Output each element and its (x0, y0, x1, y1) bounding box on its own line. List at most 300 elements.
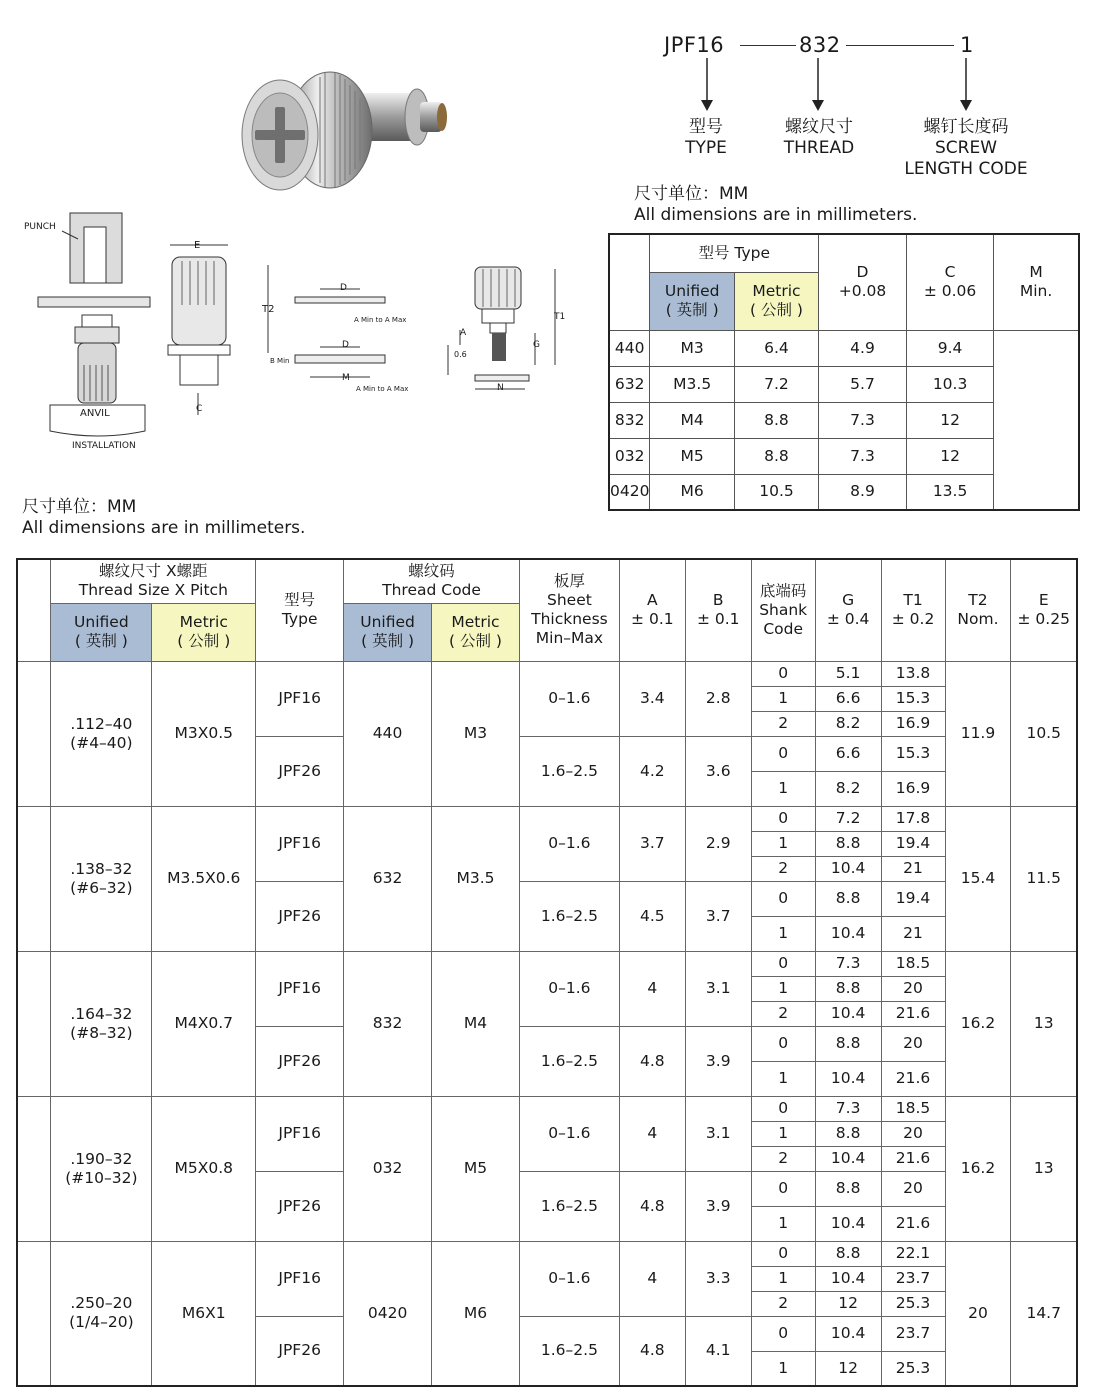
type-table-d: D (856, 263, 869, 282)
hdr-thread-size-en: Thread Size X Pitch (78, 581, 228, 600)
cell-metric-size: M4X0.7 (152, 951, 256, 1096)
hdr-sheet (519, 559, 619, 661)
cell-sheet: 0–1.6 (519, 806, 619, 881)
cell-shank-code: 1 (751, 916, 815, 951)
dim-d2-label: D (342, 340, 349, 350)
hdr-thread-code-cn: 螺纹码 (408, 562, 455, 581)
cell-g: 8.8 (815, 976, 881, 1001)
pn-length-label-cn: 螺钉长度码 (923, 117, 1009, 137)
hdr-b-label: B (712, 591, 724, 610)
type-table-cell-metric: M6 (650, 474, 734, 510)
cell-shank-code: 2 (751, 1001, 815, 1026)
cell-sheet: 0–1.6 (519, 1241, 619, 1316)
units-note-left (22, 497, 305, 539)
cell-metric-size: M6X1 (152, 1241, 256, 1386)
punch-label: PUNCH (24, 222, 56, 232)
units-note-top (634, 184, 917, 226)
cell-sheet: 0–1.6 (519, 661, 619, 736)
cell-g: 10.4 (815, 856, 881, 881)
unified-size-alt: (#8–32) (70, 1023, 133, 1042)
table-row (17, 806, 1077, 831)
hdr-size-unified-en: Unified (74, 613, 129, 631)
pn-length-label-en2: LENGTH CODE (904, 159, 1028, 179)
hdr-e-tol: ± 0.25 (1017, 610, 1070, 629)
hdr-code-unified-cn: ( 英制 ) (361, 632, 415, 650)
cell-g: 7.3 (815, 1096, 881, 1121)
cell-shank-code: 1 (751, 1266, 815, 1291)
dim-a-label: A (460, 328, 467, 338)
cell-shank-code: 1 (751, 976, 815, 1001)
pn-type: JPF16 (664, 33, 725, 57)
cell-code-unified: 832 (344, 951, 432, 1096)
type-table-cell-metric: M3 (650, 330, 734, 366)
cell-t1: 21.6 (881, 1206, 945, 1241)
row-spacer (17, 1096, 51, 1241)
type-table-cell-d: 7.2 (734, 366, 818, 402)
unified-size-alt: (#10–32) (65, 1168, 138, 1187)
cell-code-metric: M6 (432, 1241, 520, 1386)
type-table-c-tol: ± 0.06 (923, 282, 977, 301)
cell-code-unified: 632 (344, 806, 432, 951)
row-spacer (17, 661, 51, 806)
hdr-shank-en1: Shank (759, 600, 808, 619)
hdr-code-metric-cn: ( 公制 ) (449, 632, 502, 650)
cell-shank-code: 1 (751, 771, 815, 806)
pn-connector-1 (740, 45, 796, 46)
unified-size: .138–32 (70, 859, 133, 878)
cell-unified-size (51, 951, 152, 1096)
unified-size: .112–40 (70, 714, 133, 733)
cell-g: 8.8 (815, 1171, 881, 1206)
cell-unified-size (51, 661, 152, 806)
pn-thread-label-en: THREAD (783, 138, 855, 158)
cell-t1: 15.3 (881, 686, 945, 711)
hdr-t1-tol: ± 0.2 (891, 610, 935, 629)
cell-t2: 20 (945, 1241, 1011, 1386)
cell-a: 4.5 (619, 881, 685, 951)
table-row (17, 1096, 1077, 1121)
dim-t2-label: T2 (262, 304, 275, 315)
type-table-cell-m: 12 (906, 438, 993, 474)
cell-g: 10.4 (815, 916, 881, 951)
hdr-g (815, 559, 881, 661)
type-table-spacer (609, 234, 650, 330)
unified-size: .190–32 (70, 1149, 133, 1168)
unified-size-alt: (#6–32) (70, 878, 133, 897)
cell-shank-code: 1 (751, 1206, 815, 1241)
type-table-cell-metric: M4 (650, 402, 734, 438)
row-spacer (17, 951, 51, 1096)
cell-sheet: 1.6–2.5 (519, 881, 619, 951)
cell-b: 3.3 (685, 1241, 751, 1316)
cell-b: 3.7 (685, 881, 751, 951)
cell-a: 3.4 (619, 661, 685, 736)
cell-b: 3.1 (685, 951, 751, 1026)
cell-e: 11.5 (1011, 806, 1077, 951)
cell-code-metric: M4 (432, 951, 520, 1096)
cell-g: 10.4 (815, 1206, 881, 1241)
type-table-metric: Metric (752, 282, 801, 300)
cell-sheet: 1.6–2.5 (519, 1026, 619, 1096)
cell-t1: 16.9 (881, 711, 945, 736)
cell-code-unified: 032 (344, 1096, 432, 1241)
type-table-m: M (1029, 263, 1043, 282)
type-table-d-header (819, 234, 907, 330)
type-table-cell-m: 13.5 (906, 474, 993, 510)
cell-shank-code: 0 (751, 736, 815, 771)
cell-a: 3.7 (619, 806, 685, 881)
cell-g: 8.8 (815, 831, 881, 856)
cell-e: 14.7 (1011, 1241, 1077, 1386)
cell-shank-code: 0 (751, 1171, 815, 1206)
cell-sheet: 0–1.6 (519, 1096, 619, 1171)
type-table-cell-c: 7.3 (819, 438, 907, 474)
cell-unified-size (51, 1241, 152, 1386)
hdr-type (256, 559, 344, 661)
cell-g: 8.8 (815, 881, 881, 916)
cell-b: 3.1 (685, 1096, 751, 1171)
hdr-g-label: G (842, 591, 855, 610)
range-label-1: A Min to A Max (354, 316, 407, 324)
type-table-metric-header (734, 272, 818, 330)
type-table-row (609, 438, 1079, 474)
cell-t1: 20 (881, 976, 945, 1001)
cell-g: 10.4 (815, 1266, 881, 1291)
unified-size-alt: (1/4–20) (69, 1313, 134, 1332)
hdr-b-tol: ± 0.1 (696, 610, 740, 629)
hdr-a (619, 559, 685, 661)
cell-b: 2.8 (685, 661, 751, 736)
cell-shank-code: 0 (751, 881, 815, 916)
cell-shank-code: 0 (751, 806, 815, 831)
type-table-cell-unified: 632 (609, 366, 650, 402)
type-table-cell-d: 10.5 (734, 474, 818, 510)
cell-metric-size: M3X0.5 (152, 661, 256, 806)
hdr-shank (751, 559, 815, 661)
cell-g: 10.4 (815, 1316, 881, 1351)
type-table-cell-metric: M5 (650, 438, 734, 474)
cell-type: JPF26 (256, 1316, 344, 1386)
cell-b: 2.9 (685, 806, 751, 881)
hdr-shank-cn: 底端码 (759, 581, 807, 600)
cell-shank-code: 1 (751, 1121, 815, 1146)
cell-type: JPF26 (256, 881, 344, 951)
cell-t1: 15.3 (881, 736, 945, 771)
product-photo (225, 55, 455, 215)
pn-type-label (660, 117, 752, 159)
cell-code-unified: 440 (344, 661, 432, 806)
unified-size: .250–20 (70, 1294, 133, 1313)
cell-b: 4.1 (685, 1316, 751, 1386)
hdr-thread-size-cn: 螺纹尺寸 X螺距 (99, 562, 208, 581)
hdr-size-unified-cn: ( 英制 ) (74, 632, 128, 650)
type-table-cell-d: 8.8 (734, 438, 818, 474)
cell-a: 4 (619, 951, 685, 1026)
hdr-t2-tol: Nom. (957, 610, 999, 629)
hdr-thread-size (51, 559, 256, 603)
cell-t1: 21.6 (881, 1001, 945, 1026)
hdr-shank-en2: Code (763, 619, 804, 638)
type-table-cell-c: 4.9 (819, 330, 907, 366)
pn-arrows (690, 58, 990, 113)
dim-c-label: C (196, 404, 203, 414)
dim-b-min-label: B Min (270, 357, 290, 365)
hdr-t2-label: T2 (968, 591, 988, 610)
units-top-en: All dimensions are in millimeters. (634, 205, 918, 225)
hdr-b (685, 559, 751, 661)
cell-t2: 15.4 (945, 806, 1011, 951)
cell-g: 5.1 (815, 661, 881, 686)
hdr-g-tol: ± 0.4 (826, 610, 870, 629)
cell-t1: 20 (881, 1026, 945, 1061)
cell-g: 6.6 (815, 736, 881, 771)
type-table-cell-unified: 440 (609, 330, 650, 366)
type-table-cell-m: 12 (906, 402, 993, 438)
cell-type: JPF26 (256, 1171, 344, 1241)
cell-g: 8.8 (815, 1241, 881, 1266)
cell-shank-code: 2 (751, 1291, 815, 1316)
cell-e: 13 (1011, 951, 1077, 1096)
type-table-type-header: 型号 Type (650, 234, 819, 272)
cell-g: 12 (815, 1291, 881, 1316)
cell-shank-code: 1 (751, 831, 815, 856)
cell-t1: 17.8 (881, 806, 945, 831)
thread-spec-table (16, 558, 1078, 1387)
type-table-cell-m: 9.4 (906, 330, 993, 366)
hdr-size-metric-cn: ( 公制 ) (177, 632, 231, 650)
cell-t2: 11.9 (945, 661, 1011, 806)
type-table-c-header (906, 234, 993, 330)
hdr-t2 (945, 559, 1011, 661)
cell-type: JPF16 (256, 1096, 344, 1171)
type-table-row (609, 366, 1079, 402)
cell-b: 3.6 (685, 736, 751, 806)
units-top-cn: 尺寸单位：MM (634, 184, 749, 204)
cell-shank-code: 2 (751, 711, 815, 736)
table-row (17, 661, 1077, 686)
unified-size-alt: (#4–40) (70, 733, 133, 752)
dim-d1-label: D (340, 283, 347, 293)
hdr-e (1011, 559, 1077, 661)
cell-a: 4.8 (619, 1171, 685, 1241)
type-table-m-tol: Min. (1019, 282, 1053, 301)
cell-a: 4 (619, 1096, 685, 1171)
cell-t1: 20 (881, 1121, 945, 1146)
hdr-size-metric (152, 603, 256, 661)
units-left-cn: 尺寸单位：MM (22, 497, 137, 517)
type-table-cell-unified: 032 (609, 438, 650, 474)
cell-t1: 23.7 (881, 1266, 945, 1291)
hdr-sheet-en3: Min–Max (535, 629, 604, 648)
pn-thread-label (764, 117, 874, 159)
row-spacer (17, 806, 51, 951)
type-table-m-header (994, 234, 1079, 330)
cell-t1: 19.4 (881, 881, 945, 916)
type-table-cell-c: 7.3 (819, 402, 907, 438)
cell-t1: 19.4 (881, 831, 945, 856)
cell-t1: 22.1 (881, 1241, 945, 1266)
type-dimension-table (608, 233, 1080, 511)
cell-g: 12 (815, 1351, 881, 1386)
cell-code-metric: M3.5 (432, 806, 520, 951)
cell-g: 10.4 (815, 1146, 881, 1171)
cell-type: JPF26 (256, 736, 344, 806)
hdr-code-unified (344, 603, 432, 661)
cell-code-unified: 0420 (344, 1241, 432, 1386)
units-left-en: All dimensions are in millimeters. (22, 518, 306, 538)
cell-a: 4.8 (619, 1316, 685, 1386)
dim-n-label: N (497, 383, 504, 393)
hdr-code-metric-en: Metric (451, 613, 500, 631)
cell-metric-size: M3.5X0.6 (152, 806, 256, 951)
cell-unified-size (51, 1096, 152, 1241)
type-table-row (609, 474, 1079, 510)
pn-thread-label-cn: 螺纹尺寸 (785, 117, 853, 137)
hdr-a-tol: ± 0.1 (631, 610, 674, 629)
hdr-a-label: A (647, 591, 658, 610)
cell-g: 8.2 (815, 771, 881, 806)
cell-t2: 16.2 (945, 951, 1011, 1096)
type-table-cell-unified: 832 (609, 402, 650, 438)
cell-a: 4 (619, 1241, 685, 1316)
cell-g: 10.4 (815, 1061, 881, 1096)
type-table-row (609, 402, 1079, 438)
hdr-sheet-cn: 板厚 (553, 572, 585, 591)
cell-b: 3.9 (685, 1026, 751, 1096)
cell-shank-code: 0 (751, 661, 815, 686)
cell-t1: 23.7 (881, 1316, 945, 1351)
cell-t1: 25.3 (881, 1351, 945, 1386)
hdr-code-metric (432, 603, 520, 661)
hdr-code-unified-en: Unified (360, 613, 415, 631)
cell-g: 7.3 (815, 951, 881, 976)
cell-a: 4.2 (619, 736, 685, 806)
spec-table-spacer (17, 559, 51, 661)
hdr-t1-label: T1 (903, 591, 923, 610)
cell-t1: 21.6 (881, 1146, 945, 1171)
cell-unified-size (51, 806, 152, 951)
cell-t1: 18.5 (881, 951, 945, 976)
cell-g: 7.2 (815, 806, 881, 831)
cell-a: 4.8 (619, 1026, 685, 1096)
anvil-label: ANVIL (80, 408, 110, 419)
type-table-unified: Unified (664, 282, 720, 300)
hdr-sheet-en1: Sheet (547, 591, 592, 610)
table-row (17, 1241, 1077, 1266)
dim-t1-label: T1 (554, 312, 566, 322)
pn-thread: 832 (799, 33, 841, 57)
type-table-row (609, 330, 1079, 366)
table-row (17, 951, 1077, 976)
hdr-type-cn: 型号 (284, 591, 316, 610)
cell-type: JPF16 (256, 806, 344, 881)
hdr-sheet-en2: Thickness (531, 610, 608, 629)
cell-type: JPF16 (256, 1241, 344, 1316)
cell-shank-code: 0 (751, 951, 815, 976)
pn-length-label (892, 117, 1040, 180)
range-label-2: A Min to A Max (356, 385, 409, 393)
pn-length-code: 1 (960, 33, 974, 57)
cell-type: JPF16 (256, 951, 344, 1026)
cell-e: 13 (1011, 1096, 1077, 1241)
unified-size: .164–32 (70, 1004, 133, 1023)
type-table-metric-cn: ( 公制 ) (750, 301, 803, 319)
cell-t1: 21.6 (881, 1061, 945, 1096)
dim-e-label: E (194, 240, 201, 251)
type-table-cell-d: 8.8 (734, 402, 818, 438)
dim-m-label: M (342, 373, 350, 383)
cell-type: JPF16 (256, 661, 344, 736)
pn-connector-2 (846, 45, 954, 46)
pn-type-label-cn: 型号 (689, 117, 723, 137)
type-table-cell-metric: M3.5 (650, 366, 734, 402)
hdr-e-label: E (1038, 591, 1049, 610)
cell-sheet: 1.6–2.5 (519, 1316, 619, 1386)
hdr-size-unified (51, 603, 152, 661)
cell-g: 8.8 (815, 1026, 881, 1061)
hdr-t1 (881, 559, 945, 661)
type-table-c: C (944, 263, 956, 282)
cell-b: 3.9 (685, 1171, 751, 1241)
cell-shank-code: 0 (751, 1026, 815, 1061)
hdr-size-metric-en: Metric (179, 613, 228, 631)
cell-t1: 16.9 (881, 771, 945, 806)
cell-type: JPF26 (256, 1026, 344, 1096)
type-table-cell-c: 5.7 (819, 366, 907, 402)
cell-sheet: 1.6–2.5 (519, 1171, 619, 1241)
dim-g-label: G (533, 340, 540, 350)
cell-shank-code: 1 (751, 1351, 815, 1386)
cell-shank-code: 2 (751, 856, 815, 881)
cell-shank-code: 0 (751, 1241, 815, 1266)
type-table-unified-header (650, 272, 734, 330)
type-table-cell-m: 10.3 (906, 366, 993, 402)
cell-shank-code: 2 (751, 1146, 815, 1171)
type-table-cell-unified: 0420 (609, 474, 650, 510)
cell-shank-code: 0 (751, 1096, 815, 1121)
cell-t2: 16.2 (945, 1096, 1011, 1241)
dim-06-label: 0.6 (454, 350, 467, 359)
pn-type-label-en: TYPE (685, 138, 727, 158)
cell-shank-code: 0 (751, 1316, 815, 1351)
cell-e: 10.5 (1011, 661, 1077, 806)
cell-g: 8.2 (815, 711, 881, 736)
hdr-thread-code-en: Thread Code (382, 581, 481, 600)
cell-code-metric: M5 (432, 1096, 520, 1241)
hdr-type-en: Type (281, 610, 318, 629)
type-table-cell-d: 6.4 (734, 330, 818, 366)
installation-label: INSTALLATION (72, 441, 136, 451)
cell-shank-code: 1 (751, 1061, 815, 1096)
cell-metric-size: M5X0.8 (152, 1096, 256, 1241)
cell-t1: 21 (881, 916, 945, 951)
cell-g: 6.6 (815, 686, 881, 711)
cell-sheet: 1.6–2.5 (519, 736, 619, 806)
cell-t1: 13.8 (881, 661, 945, 686)
cell-t1: 18.5 (881, 1096, 945, 1121)
pn-length-label-en1: SCREW (934, 138, 998, 158)
type-table-d-tol: +0.08 (838, 282, 887, 301)
cell-g: 10.4 (815, 1001, 881, 1026)
cell-code-metric: M3 (432, 661, 520, 806)
cell-shank-code: 1 (751, 686, 815, 711)
cell-t1: 25.3 (881, 1291, 945, 1316)
cell-sheet: 0–1.6 (519, 951, 619, 1026)
type-table-cell-c: 8.9 (819, 474, 907, 510)
row-spacer (17, 1241, 51, 1386)
cell-t1: 20 (881, 1171, 945, 1206)
cell-g: 8.8 (815, 1121, 881, 1146)
